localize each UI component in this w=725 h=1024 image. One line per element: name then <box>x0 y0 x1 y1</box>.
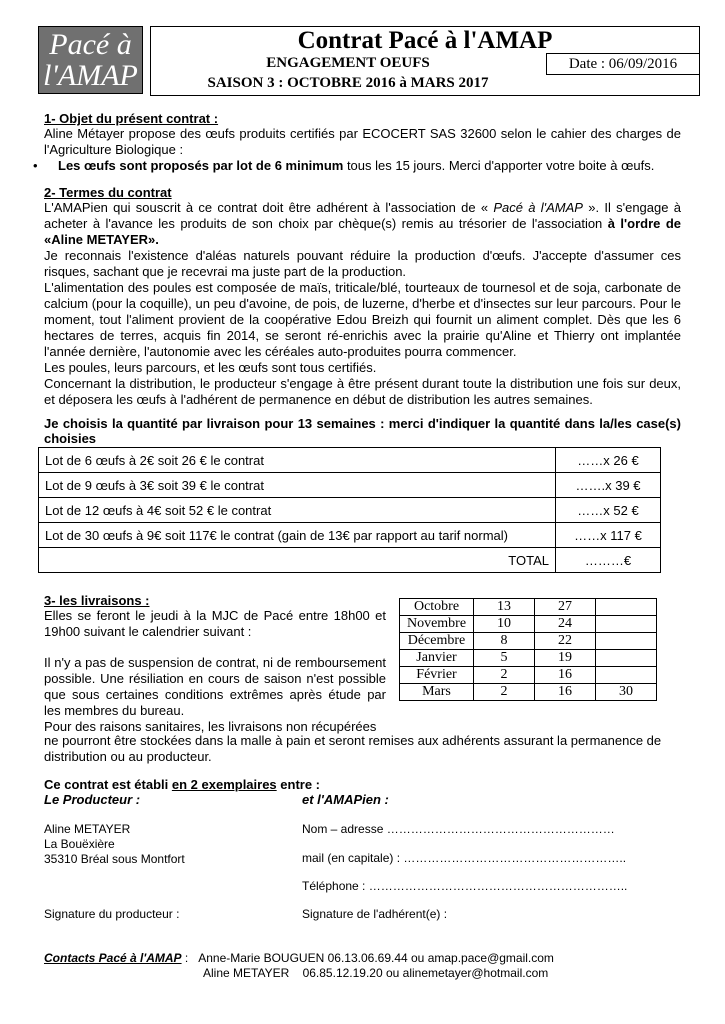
calendar-day: 27 <box>535 599 596 616</box>
total-row <box>39 548 661 573</box>
section1-text: Aline Métayer propose des œufs produits certifiés par ECOCERT SAS 32600 selon le cahier des charges de l'Agriculture Biologique : <box>44 126 681 157</box>
lot-label: Lot de 12 œufs à 4€ soit 52 € le contrat <box>39 498 556 523</box>
calendar-day <box>596 650 657 667</box>
producer-name: Aline METAYER <box>44 822 131 836</box>
calendar-row <box>400 633 657 650</box>
lot-label: Lot de 9 œufs à 3€ soit 39 € le contrat <box>39 473 556 498</box>
calendar-row <box>400 684 657 701</box>
choice-heading: Je choisis la quantité par livraison pour 13 semaines : merci d'indiquer la quantité dans la/les case(s) choisies <box>44 416 681 446</box>
calendar-day: 2 <box>474 667 535 684</box>
bullet-rest: tous les 15 jours. Merci d'apporter votre boite à œufs. <box>343 158 655 173</box>
quantity-row <box>39 448 661 473</box>
calendar-month: Novembre <box>400 616 474 633</box>
calendar-day <box>596 667 657 684</box>
bullet-icon: • <box>33 158 38 173</box>
subtitle-engagement: ENGAGEMENT OEUFS <box>266 55 430 71</box>
contact-metayer: Aline METAYER 06.85.12.19.20 ou alinemetayer@hotmail.com <box>203 966 549 980</box>
calendar-day: 30 <box>596 684 657 701</box>
lot-quantity-cell[interactable]: ……x 52 € <box>556 498 661 523</box>
producer-addr1: La Bouëxière <box>44 837 115 851</box>
quantity-table <box>38 447 661 573</box>
logo-line2: l'AMAP <box>43 59 138 92</box>
total-cell[interactable]: ………€ <box>556 548 661 573</box>
calendar-day: 22 <box>535 633 596 650</box>
lot-label: Lot de 6 œufs à 2€ soit 26 € le contrat <box>39 448 556 473</box>
section2-text <box>44 200 681 408</box>
total-label: TOTAL <box>39 548 556 573</box>
lot-label: Lot de 30 œufs à 9€ soit 117€ le contrat (gain de 13€ par rapport au tarif normal) <box>39 523 556 548</box>
section3-text <box>44 608 386 735</box>
section3-p2: Il n'y a pas de suspension de contrat, ni de remboursement possible. Une résiliation en cours de saison n'est possible que sous certaines conditions extrêmes après étude par les membres du bureau. <box>44 655 386 718</box>
calendar-day <box>596 633 657 650</box>
section2-p2: Je reconnais l'existence d'aléas naturels pouvant réduire la production d'œufs. J'accepte d'assumer ces risques, sachant que je recevrai ma juste part de la production. <box>44 248 681 279</box>
section2-p4: Les poules, leurs parcours, et les œufs sont tous certifiés. <box>44 360 377 375</box>
calendar-month: Mars <box>400 684 474 701</box>
contact-bouguen: Anne-Marie BOUGUEN 06.13.06.69.44 ou amap.pace@gmail.com <box>198 951 554 965</box>
calendar-day <box>596 616 657 633</box>
section2-p1: L'AMAPien qui souscrit à ce contrat doit être adhérent à l'association de « Pacé à l'AMAP ». Il s'engage à acheter à l'avance les produits de son choix par chèque(s) remis au trésorier de l'association à l'ordre de «Aline METAYER». <box>44 200 681 247</box>
calendar-month: Janvier <box>400 650 474 667</box>
producer-addr2: 35310 Bréal sous Montfort <box>44 852 185 866</box>
producer-signature: Signature du producteur : <box>44 907 180 921</box>
section2-p5: Concernant la distribution, le producteur s'engage à être présent durant toute la distribution une fois sur deux, et déposera les œufs à l'adhérent de permanence en début de distribution les autres semaines. <box>44 376 681 407</box>
contract-intro: Ce contrat est établi en 2 exemplaires entre : <box>44 777 321 792</box>
calendar-day: 10 <box>474 616 535 633</box>
section1-heading: 1- Objet du présent contrat : <box>44 111 219 126</box>
delivery-calendar <box>399 598 657 701</box>
section3-p3b: ne pourront être stockées dans la malle à pain et seront remises aux adhérents assurant la permanence de distribution ou au producteur. <box>44 733 662 764</box>
producer-address <box>44 822 185 867</box>
phone-field[interactable]: Téléphone : ……………………………………………………….. <box>302 879 628 893</box>
section3-p3a: Pour des raisons sanitaires, les livraisons non récupérées <box>44 719 377 734</box>
member-signature[interactable]: Signature de l'adhérent(e) : <box>302 907 448 921</box>
section3-heading: 3- les livraisons : <box>44 593 150 608</box>
contacts-label: Contacts Pacé à l'AMAP <box>44 951 182 965</box>
lot-quantity-cell[interactable]: …….x 39 € <box>556 473 661 498</box>
name-address-field[interactable]: Nom – adresse ………………………………………………… <box>302 822 615 836</box>
lot-quantity-cell[interactable]: ……x 117 € <box>556 523 661 548</box>
calendar-day: 5 <box>474 650 535 667</box>
calendar-day: 16 <box>535 667 596 684</box>
quantity-row <box>39 498 661 523</box>
calendar-month: Décembre <box>400 633 474 650</box>
date-box: Date : 06/09/2016 <box>546 53 700 75</box>
section2-heading: 2- Termes du contrat <box>44 185 172 200</box>
bullet-bold: Les œufs sont proposés par lot de 6 minimum <box>58 158 344 173</box>
amapien-label: et l'AMAPien : <box>302 792 389 807</box>
section3-p1: Elles se feront le jeudi à la MJC de Pacé entre 18h00 et 19h00 suivant le calendrier suivant : <box>44 608 386 639</box>
calendar-row <box>400 599 657 616</box>
quantity-row <box>39 523 661 548</box>
producer-label: Le Producteur : <box>44 792 141 807</box>
quantity-row <box>39 473 661 498</box>
lot-quantity-cell[interactable]: ……x 26 € <box>556 448 661 473</box>
calendar-month: Février <box>400 667 474 684</box>
calendar-row <box>400 650 657 667</box>
calendar-month: Octobre <box>400 599 474 616</box>
calendar-day: 19 <box>535 650 596 667</box>
subtitle-season: SAISON 3 : OCTOBRE 2016 à MARS 2017 <box>207 75 489 91</box>
calendar-day <box>596 599 657 616</box>
calendar-row <box>400 667 657 684</box>
calendar-row <box>400 616 657 633</box>
calendar-day: 13 <box>474 599 535 616</box>
contacts-line1: Contacts Pacé à l'AMAP : Anne-Marie BOUGUEN 06.13.06.69.44 ou amap.pace@gmail.com <box>44 951 554 965</box>
calendar-day: 16 <box>535 684 596 701</box>
logo <box>38 26 143 94</box>
logo-line1: Pacé à <box>49 28 132 61</box>
section2-p3: L'alimentation des poules est composée de maïs, triticale/blé, tourteaux de tournesol et de soja, carbonate de calcium (pour la coquille), un peu d'avoine, de pois, de luzerne, d'herbe et d'insectes sur leur parcours. Pour le moment, tout l'aliment provient de la coopérative Edou Breizh qui fournit un aliment complet. Dès que les 6 hectares de terres, acquis fin 2014, se seront ré-enrichis avec la prairie qu'Aline et Thierry ont implantée l'année dernière, l'autonomie avec les céréales auto-produites pourra commencer. <box>44 280 681 359</box>
calendar-day: 2 <box>474 684 535 701</box>
page-title: Contrat Pacé à l'AMAP <box>297 27 553 54</box>
calendar-day: 24 <box>535 616 596 633</box>
calendar-day: 8 <box>474 633 535 650</box>
section1-bullet <box>58 158 688 173</box>
mail-field[interactable]: mail (en capitale) : ……………………………………………….. <box>302 851 627 865</box>
